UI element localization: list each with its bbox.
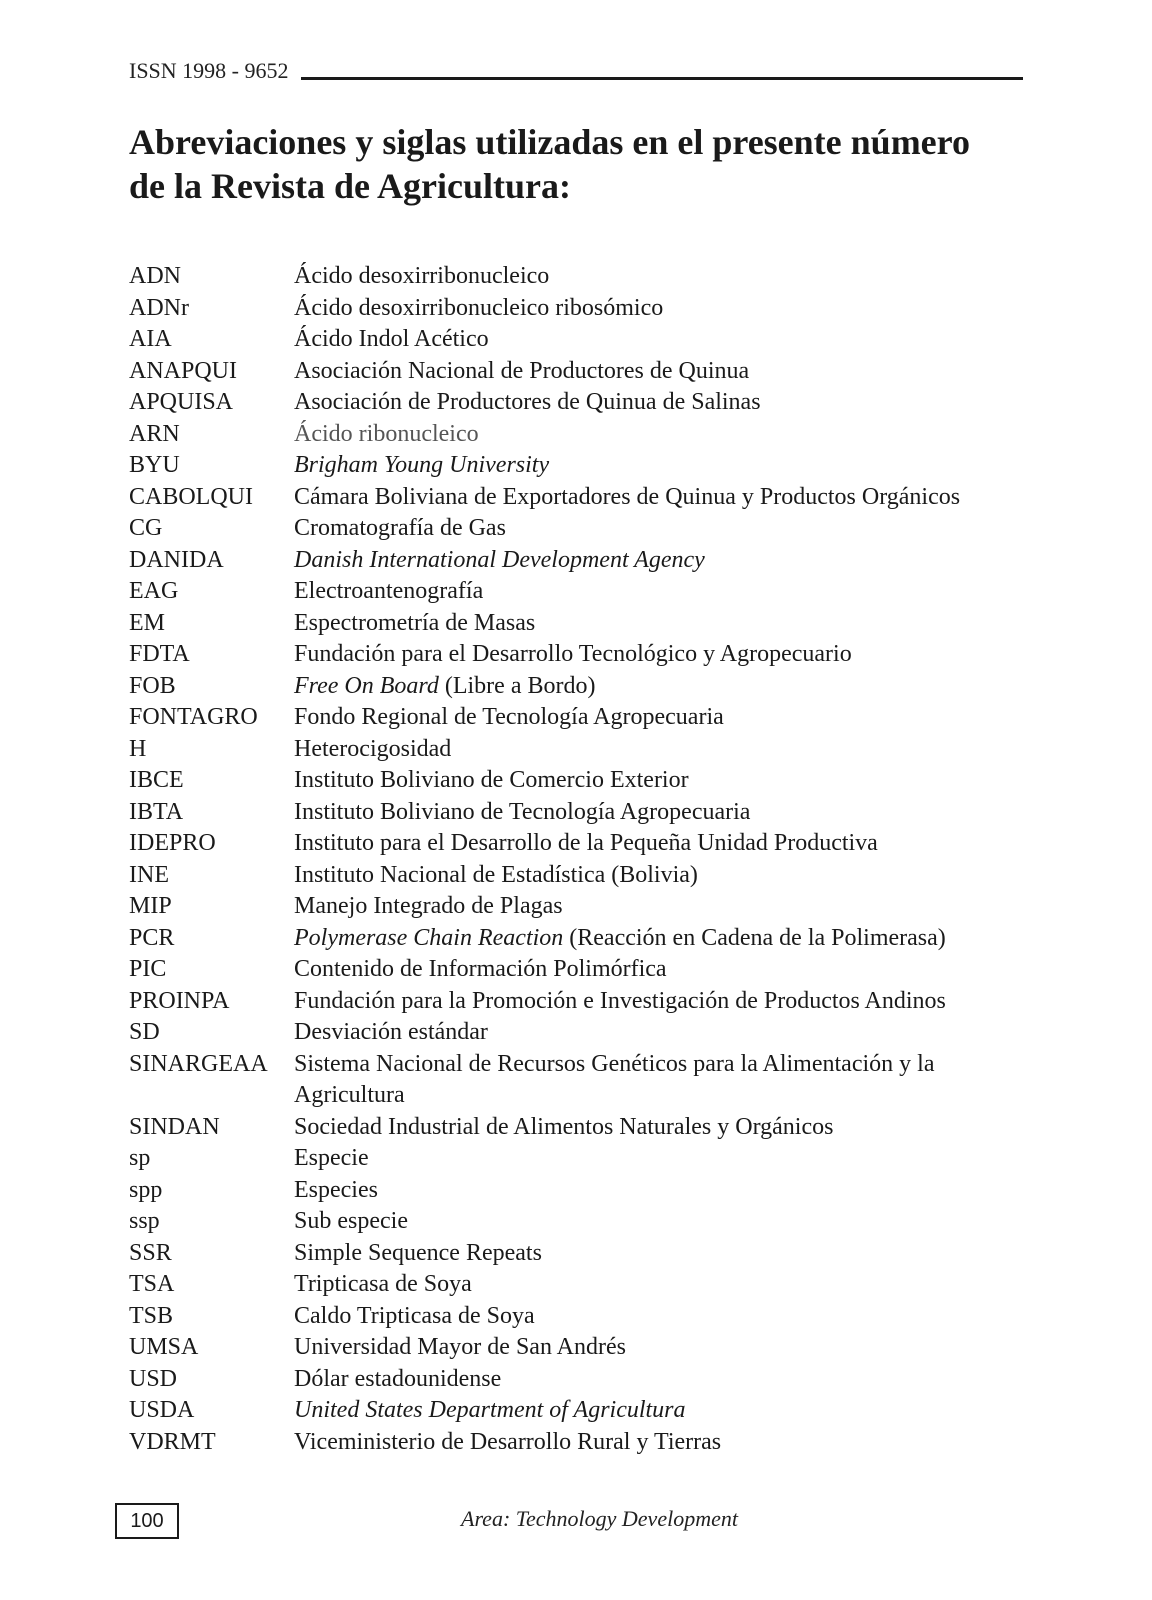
abbreviation-definition xyxy=(294,765,1029,797)
definition-text: United States Department of Agricultura xyxy=(294,1397,686,1423)
abbreviation-code: SINDAN xyxy=(129,1113,220,1140)
abbreviation-code: ADN xyxy=(129,263,181,289)
definition-text: Fundación para el Desarrollo Tecnológico y Agropecuario xyxy=(294,641,852,667)
abbreviation-row xyxy=(129,1332,1029,1364)
definition-text: Universidad Mayor de San Andrés xyxy=(294,1334,626,1360)
abbreviation-row xyxy=(129,356,1029,388)
abbreviation-row xyxy=(129,324,1029,356)
page-title-line-1: Abreviaciones y siglas utilizadas en el presente número xyxy=(129,122,970,162)
abbreviation-definition xyxy=(294,261,1029,293)
abbreviation-definition xyxy=(294,1206,1029,1238)
page-footer xyxy=(115,1503,1015,1543)
abbreviation-code: ssp xyxy=(129,1208,160,1234)
abbreviation-definition xyxy=(294,1017,1029,1049)
abbreviation-code: PIC xyxy=(129,956,167,982)
abbreviation-definition xyxy=(294,293,1029,325)
abbreviation-row xyxy=(129,387,1029,419)
abbreviation-definition xyxy=(294,734,1029,766)
abbreviation-code: sp xyxy=(129,1145,151,1171)
abbreviation-definition xyxy=(294,356,1029,388)
definition-text: Free On Board xyxy=(294,672,439,699)
abbreviation-definition xyxy=(294,419,1029,451)
issn-label: ISSN 1998 - 9652 xyxy=(129,58,289,83)
abbreviation-row xyxy=(129,450,1029,482)
abbreviation-definition xyxy=(294,450,1029,482)
abbreviation-row xyxy=(129,860,1029,892)
definition-text: Sub especie xyxy=(294,1208,408,1234)
abbreviation-list xyxy=(129,261,1029,1458)
abbreviation-row xyxy=(129,1427,1029,1459)
abbreviation-definition xyxy=(294,1301,1029,1333)
abbreviation-row xyxy=(129,923,1029,955)
abbreviation-code: PCR xyxy=(129,924,175,951)
abbreviation-row xyxy=(129,419,1029,451)
definition-text: Especie xyxy=(294,1145,369,1171)
abbreviation-code: ADNr xyxy=(129,294,189,321)
abbreviation-definition xyxy=(294,576,1029,608)
abbreviation-row xyxy=(129,293,1029,325)
definition-text: (Libre a Bordo) xyxy=(438,672,596,699)
definition-text: Especies xyxy=(294,1176,378,1203)
abbreviation-code: VDRMT xyxy=(129,1428,216,1455)
abbreviation-definition xyxy=(294,1112,1029,1144)
abbreviation-code: BYU xyxy=(129,452,180,478)
abbreviation-code: USDA xyxy=(129,1397,195,1423)
abbreviation-code: DANIDA xyxy=(129,546,224,573)
abbreviation-definition xyxy=(294,1395,1029,1427)
definition-text: Espectrometría de Masas xyxy=(294,609,536,636)
definition-text: Fondo Regional de Tecnología Agropecuaria xyxy=(294,704,724,730)
definition-text: Polymerase Chain Reaction xyxy=(294,924,564,951)
page-title xyxy=(129,120,1029,208)
definition-text: Instituto Nacional de Estadística (Bolivia) xyxy=(294,861,698,888)
abbreviation-definition xyxy=(294,671,1029,703)
abbreviation-definition xyxy=(294,545,1029,577)
abbreviation-definition xyxy=(294,1175,1029,1207)
definition-text: Instituto Boliviano de Comercio Exterior xyxy=(294,767,689,793)
abbreviation-code: PROINPA xyxy=(129,987,230,1014)
footer-section-label: Area: Technology Development xyxy=(461,1506,738,1531)
abbreviation-row xyxy=(129,545,1029,577)
definition-text: (Reacción en Cadena de la Polimerasa) xyxy=(563,924,946,951)
abbreviation-code: TSB xyxy=(129,1302,174,1329)
abbreviation-row xyxy=(129,734,1029,766)
abbreviation-code: spp xyxy=(129,1176,163,1203)
abbreviation-row xyxy=(129,1301,1029,1333)
definition-text: Fundación para la Promoción e Investigación de Productos Andinos xyxy=(294,987,946,1014)
definition-text: Sociedad Industrial de Alimentos Naturales y Orgánicos xyxy=(294,1113,834,1140)
abbreviation-code: UMSA xyxy=(129,1334,199,1360)
abbreviation-code: ARN xyxy=(129,420,180,447)
definition-text: Cámara Boliviana de Exportadores de Quinua y Productos Orgánicos xyxy=(294,483,961,510)
definition-text: Danish International Development Agency xyxy=(294,546,705,573)
abbreviation-code: USD xyxy=(129,1365,178,1392)
abbreviation-code: IBCE xyxy=(129,767,184,793)
definition-text: Ácido ribonucleico xyxy=(294,420,479,447)
abbreviation-row xyxy=(129,1143,1029,1175)
abbreviation-row xyxy=(129,1112,1029,1144)
abbreviation-definition xyxy=(294,891,1029,923)
definition-text: Ácido desoxirribonucleico xyxy=(294,263,550,289)
definition-text: Electroantenografía xyxy=(294,578,484,604)
abbreviation-definition xyxy=(294,986,1029,1018)
abbreviation-row xyxy=(129,1364,1029,1396)
abbreviation-definition xyxy=(294,828,1029,860)
abbreviation-definition xyxy=(294,1269,1029,1301)
abbreviation-code: FONTAGRO xyxy=(129,704,258,730)
abbreviation-row xyxy=(129,1175,1029,1207)
abbreviation-code: EAG xyxy=(129,578,179,604)
abbreviation-row xyxy=(129,482,1029,514)
page-title-line-2: de la Revista de Agricultura: xyxy=(129,166,571,206)
abbreviation-definition xyxy=(294,513,1029,545)
abbreviation-definition xyxy=(294,923,1029,955)
abbreviation-code: EM xyxy=(129,609,165,636)
abbreviation-definition xyxy=(294,954,1029,986)
abbreviation-code: IDEPRO xyxy=(129,830,216,856)
definition-text: Asociación de Productores de Quinua de Salinas xyxy=(294,389,761,415)
abbreviation-code: IBTA xyxy=(129,798,184,825)
page-header xyxy=(129,54,1023,84)
abbreviation-definition xyxy=(294,702,1029,734)
abbreviation-code: MIP xyxy=(129,893,172,919)
abbreviation-code: SD xyxy=(129,1019,160,1045)
definition-text: Sistema Nacional de Recursos Genéticos para la Alimentación y la Agricultura xyxy=(294,1050,935,1108)
definition-text: Desviación estándar xyxy=(294,1019,488,1045)
abbreviation-definition xyxy=(294,860,1029,892)
abbreviation-definition xyxy=(294,608,1029,640)
abbreviation-code: FOB xyxy=(129,672,176,699)
definition-text: Simple Sequence Repeats xyxy=(294,1239,542,1266)
abbreviation-row xyxy=(129,1206,1029,1238)
abbreviation-row xyxy=(129,891,1029,923)
abbreviation-code: CG xyxy=(129,515,163,541)
abbreviation-definition xyxy=(294,1238,1029,1270)
abbreviation-definition xyxy=(294,482,1029,514)
definition-text: Dólar estadounidense xyxy=(294,1365,502,1392)
abbreviation-row xyxy=(129,639,1029,671)
abbreviation-code: ANAPQUI xyxy=(129,357,237,384)
abbreviation-row xyxy=(129,986,1029,1018)
definition-text: Viceministerio de Desarrollo Rural y Tierras xyxy=(294,1428,722,1455)
abbreviation-definition xyxy=(294,1049,1029,1112)
abbreviation-row xyxy=(129,1017,1029,1049)
definition-text: Instituto Boliviano de Tecnología Agropecuaria xyxy=(294,798,751,825)
abbreviation-code: TSA xyxy=(129,1271,175,1297)
abbreviation-definition xyxy=(294,639,1029,671)
definition-text: Ácido Indol Acético xyxy=(294,326,489,352)
abbreviation-definition xyxy=(294,1143,1029,1175)
definition-text: Contenido de Información Polimórfica xyxy=(294,956,667,982)
definition-text: Brigham Young University xyxy=(294,452,550,478)
abbreviation-code: INE xyxy=(129,861,169,888)
abbreviation-row xyxy=(129,1238,1029,1270)
abbreviation-row xyxy=(129,828,1029,860)
page-number: 100 xyxy=(115,1503,179,1539)
abbreviation-code: SINARGEAA xyxy=(129,1050,268,1077)
definition-text: Caldo Tripticasa de Soya xyxy=(294,1302,535,1329)
abbreviation-definition xyxy=(294,1364,1029,1396)
abbreviation-row xyxy=(129,954,1029,986)
abbreviation-row xyxy=(129,1395,1029,1427)
abbreviation-row xyxy=(129,1049,1029,1112)
header-rule xyxy=(301,77,1023,80)
abbreviation-row xyxy=(129,513,1029,545)
definition-text: Heterocigosidad xyxy=(294,735,452,762)
abbreviation-code: SSR xyxy=(129,1239,172,1266)
definition-text: Asociación Nacional de Productores de Quinua xyxy=(294,357,750,384)
abbreviation-code: APQUISA xyxy=(129,389,234,415)
abbreviation-definition xyxy=(294,1332,1029,1364)
definition-text: Instituto para el Desarrollo de la Pequeña Unidad Productiva xyxy=(294,830,878,856)
abbreviation-row xyxy=(129,1269,1029,1301)
abbreviation-row xyxy=(129,702,1029,734)
abbreviation-code: CABOLQUI xyxy=(129,483,253,510)
abbreviation-definition xyxy=(294,387,1029,419)
definition-text: Cromatografía de Gas xyxy=(294,515,506,541)
abbreviation-definition xyxy=(294,324,1029,356)
abbreviation-row xyxy=(129,608,1029,640)
abbreviation-code: FDTA xyxy=(129,641,190,667)
abbreviation-code: H xyxy=(129,735,147,762)
definition-text: Ácido desoxirribonucleico ribosómico xyxy=(294,294,664,321)
abbreviation-row xyxy=(129,576,1029,608)
abbreviation-row xyxy=(129,797,1029,829)
abbreviation-code: AIA xyxy=(129,326,172,352)
abbreviation-definition xyxy=(294,1427,1029,1459)
abbreviation-row xyxy=(129,765,1029,797)
definition-text: Tripticasa de Soya xyxy=(294,1271,472,1297)
abbreviation-row xyxy=(129,261,1029,293)
abbreviation-row xyxy=(129,671,1029,703)
definition-text: Manejo Integrado de Plagas xyxy=(294,893,563,919)
abbreviation-definition xyxy=(294,797,1029,829)
